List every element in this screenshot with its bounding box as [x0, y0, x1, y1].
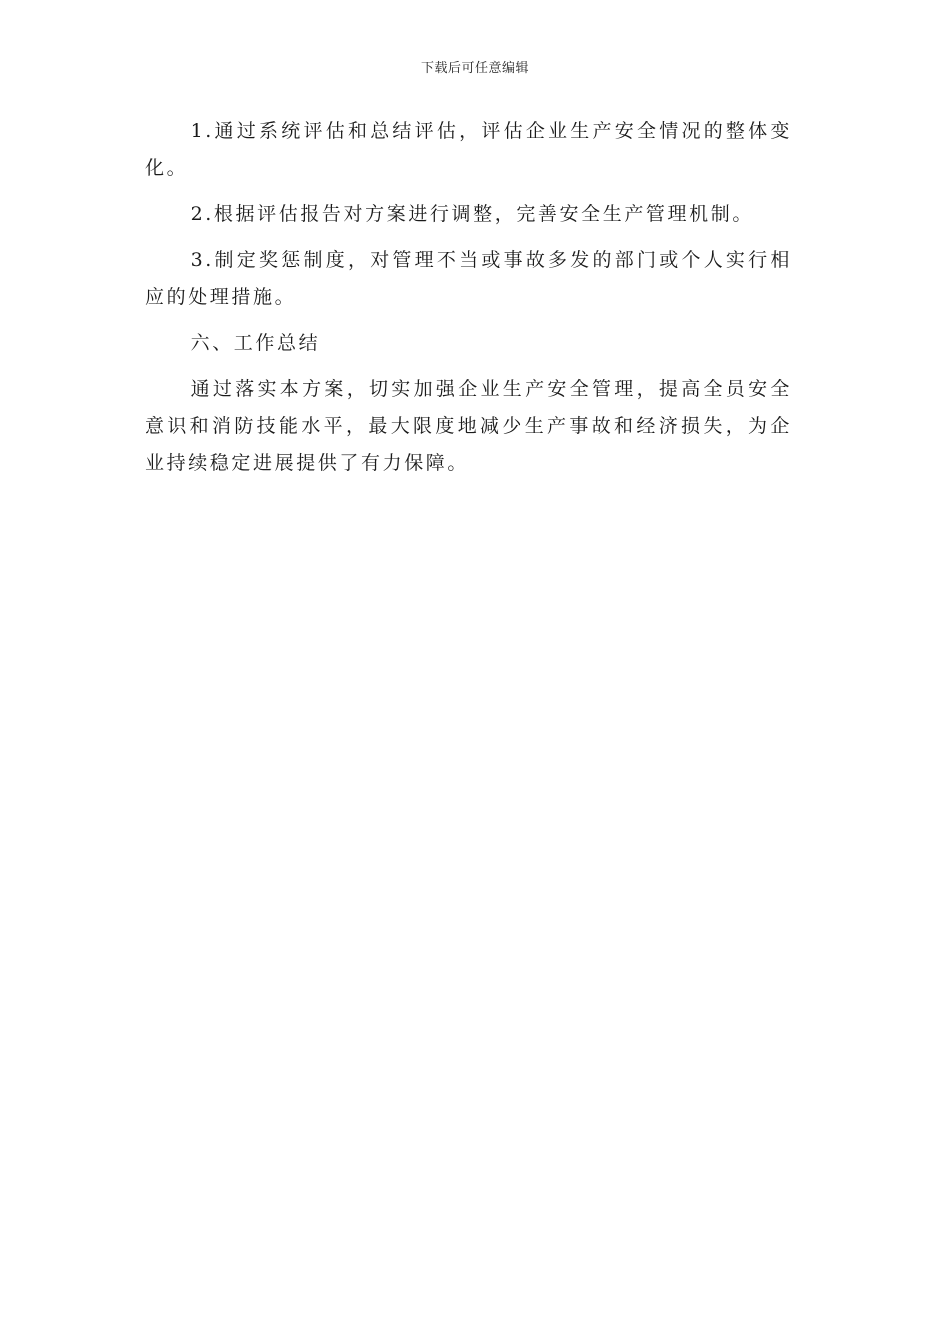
paragraph-item-1: 1.通过系统评估和总结评估，评估企业生产安全情况的整体变化。 [145, 120, 792, 179]
paragraph-item-2: 2.根据评估报告对方案进行调整，完善安全生产管理机制。 [190, 203, 754, 225]
header-note: 下载后可任意编辑 [420, 61, 529, 76]
section-heading: 六、工作总结 [190, 332, 321, 354]
paragraph-item-3: 3.制定奖惩制度，对管理不当或事故多发的部门或个人实行相应的处理措施。 [145, 249, 792, 308]
document-body [145, 113, 792, 491]
summary-paragraph: 通过落实本方案，切实加强企业生产安全管理，提高全员安全意识和消防技能水平，最大限度地减少生产事故和经济损失，为企业持续稳定进展提供了有力保障。 [145, 378, 792, 474]
